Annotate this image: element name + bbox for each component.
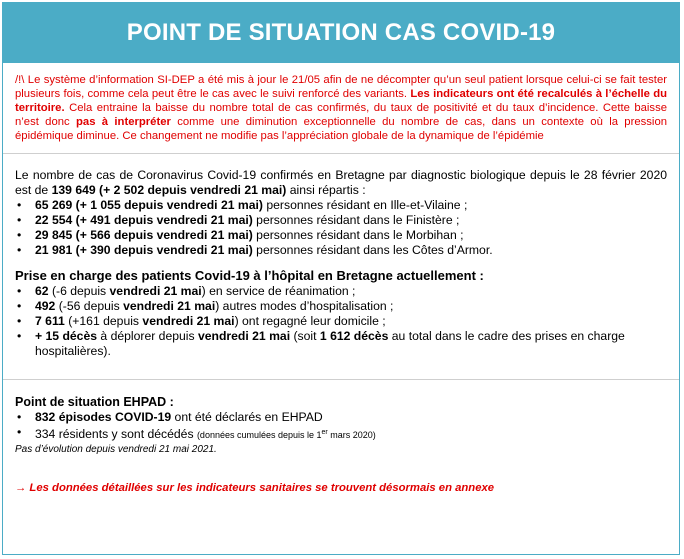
cases-label: personnes résidant dans le Finistère ; (252, 213, 460, 227)
ehpad-list (15, 410, 667, 443)
hospital-date: vendredi 21 mai (109, 284, 202, 298)
hospital-text: (-6 depuis (48, 284, 110, 298)
ehpad-sup: er (321, 429, 328, 436)
page-title: POINT DE SITUATION CAS COVID-19 (126, 19, 556, 46)
ehpad-small-b: mars 2020) (327, 430, 376, 440)
hospital-text: (-56 depuis (55, 299, 124, 313)
hospital-value: 62 (35, 284, 49, 298)
list-item (15, 243, 667, 258)
hospital-section (15, 268, 667, 359)
bulletin-frame (2, 2, 680, 555)
warning-text-1: /!\ Le système d’information SI-DEP a été mis à jour le 21/05 afin de ne décompter qu’un seul patient lorsque celui-ci se fait tester plusieurs fois, comme cela peut être le cas avec le suivi renforcé des variants. (15, 74, 667, 100)
hospital-date: vendredi 21 mai (142, 314, 235, 328)
hospital-text: ) autres modes d’hospitalisation ; (215, 299, 394, 313)
hospital-text: au total dans le cadre des prises en charge hospitalières). (35, 329, 625, 358)
ehpad-section (15, 394, 667, 456)
ehpad-small-a: (données cumulées depuis le 1 (196, 430, 322, 440)
cases-count: 22 554 (+ 491 depuis vendredi 21 mai) (35, 213, 253, 227)
ehpad-text: ont été déclarés en EHPAD (171, 410, 323, 424)
hospital-text: (+161 depuis (64, 314, 143, 328)
cases-count: 29 845 (+ 566 depuis vendredi 21 mai) (35, 228, 253, 242)
cases-section (15, 168, 667, 258)
hospital-value: 492 (35, 299, 56, 313)
cases-intro-text: Le nombre de cas de Coronavirus Covid-19 confirmés en Bretagne par diagnostic biologique depuis le 28 février 2020 est de (15, 168, 667, 197)
cases-intro (15, 168, 667, 198)
warning-bold-1: Les indicateurs ont été recalculés à l’échelle du territoire. (15, 88, 667, 114)
cases-intro-tail: ainsi répartis : (286, 183, 366, 197)
ehpad-title: Point de situation EHPAD : (15, 395, 174, 409)
hospital-date: vendredi 21 mai (123, 299, 216, 313)
hospital-title: Prise en charge des patients Covid-19 à l’hôpital en Bretagne actuellement : (15, 268, 484, 283)
cases-count: 21 981 (+ 390 depuis vendredi 21 mai) (35, 243, 253, 257)
hospital-list (15, 284, 667, 359)
list-item (15, 329, 667, 359)
list-item (15, 425, 667, 443)
list-item (15, 314, 667, 329)
warning-text-3: comme une diminution exceptionnelle du nombre de cas, dans un contexte où la pression épidémique diminue. Ce changement ne modifie pas l’appréciation globale de la dynamique de l’épidémie (15, 116, 668, 142)
list-item (15, 410, 667, 425)
warning-text-2: Cela entraine la baisse du nombre total de cas confirmés, du taux de positivité et du taux d’incidence. Cette baisse n’est donc (15, 102, 667, 128)
title-banner (3, 3, 679, 63)
hospital-total-deaths: 1 612 décès (319, 329, 389, 343)
cases-total: 139 649 (+ 2 502 depuis vendredi 21 mai) (51, 183, 287, 197)
bulletin-content (3, 63, 679, 494)
hospital-text: ) ont regagné leur domicile ; (234, 314, 386, 328)
annex-link[interactable]: → Les données détaillées sur les indicateurs sanitaires se trouvent désormais en annexe (15, 482, 495, 494)
ehpad-deaths: 334 résidents y sont décédés (35, 427, 197, 441)
warning-bold-2: pas à interpréter (76, 116, 171, 128)
list-item (15, 284, 667, 299)
hospital-value: + 15 décès (35, 329, 98, 343)
cases-label: personnes résidant en Ille-et-Vilaine ; (262, 198, 468, 212)
warning-notice (15, 73, 667, 143)
hospital-date: vendredi 21 mai (197, 329, 291, 343)
ehpad-episodes: 832 épisodes COVID-19 (35, 410, 172, 424)
list-item (15, 198, 667, 213)
list-item (15, 228, 667, 243)
hospital-text: (soit (290, 329, 320, 343)
cases-label: personnes résidant dans le Morbihan ; (252, 228, 464, 242)
divider (3, 153, 679, 154)
cases-count: 65 269 (+ 1 055 depuis vendredi 21 mai) (35, 198, 263, 212)
ehpad-evolution-note: Pas d’évolution depuis vendredi 21 mai 2021. (15, 444, 217, 455)
hospital-text: à déplorer depuis (97, 329, 198, 343)
hospital-value: 7 611 (35, 314, 65, 328)
divider (3, 379, 679, 380)
list-item (15, 299, 667, 314)
cases-label: personnes résidant dans les Côtes d’Armor. (252, 243, 493, 257)
cases-list (15, 198, 667, 258)
hospital-text: ) en service de réanimation ; (201, 284, 356, 298)
ehpad-note-small (197, 430, 376, 440)
list-item (15, 213, 667, 228)
